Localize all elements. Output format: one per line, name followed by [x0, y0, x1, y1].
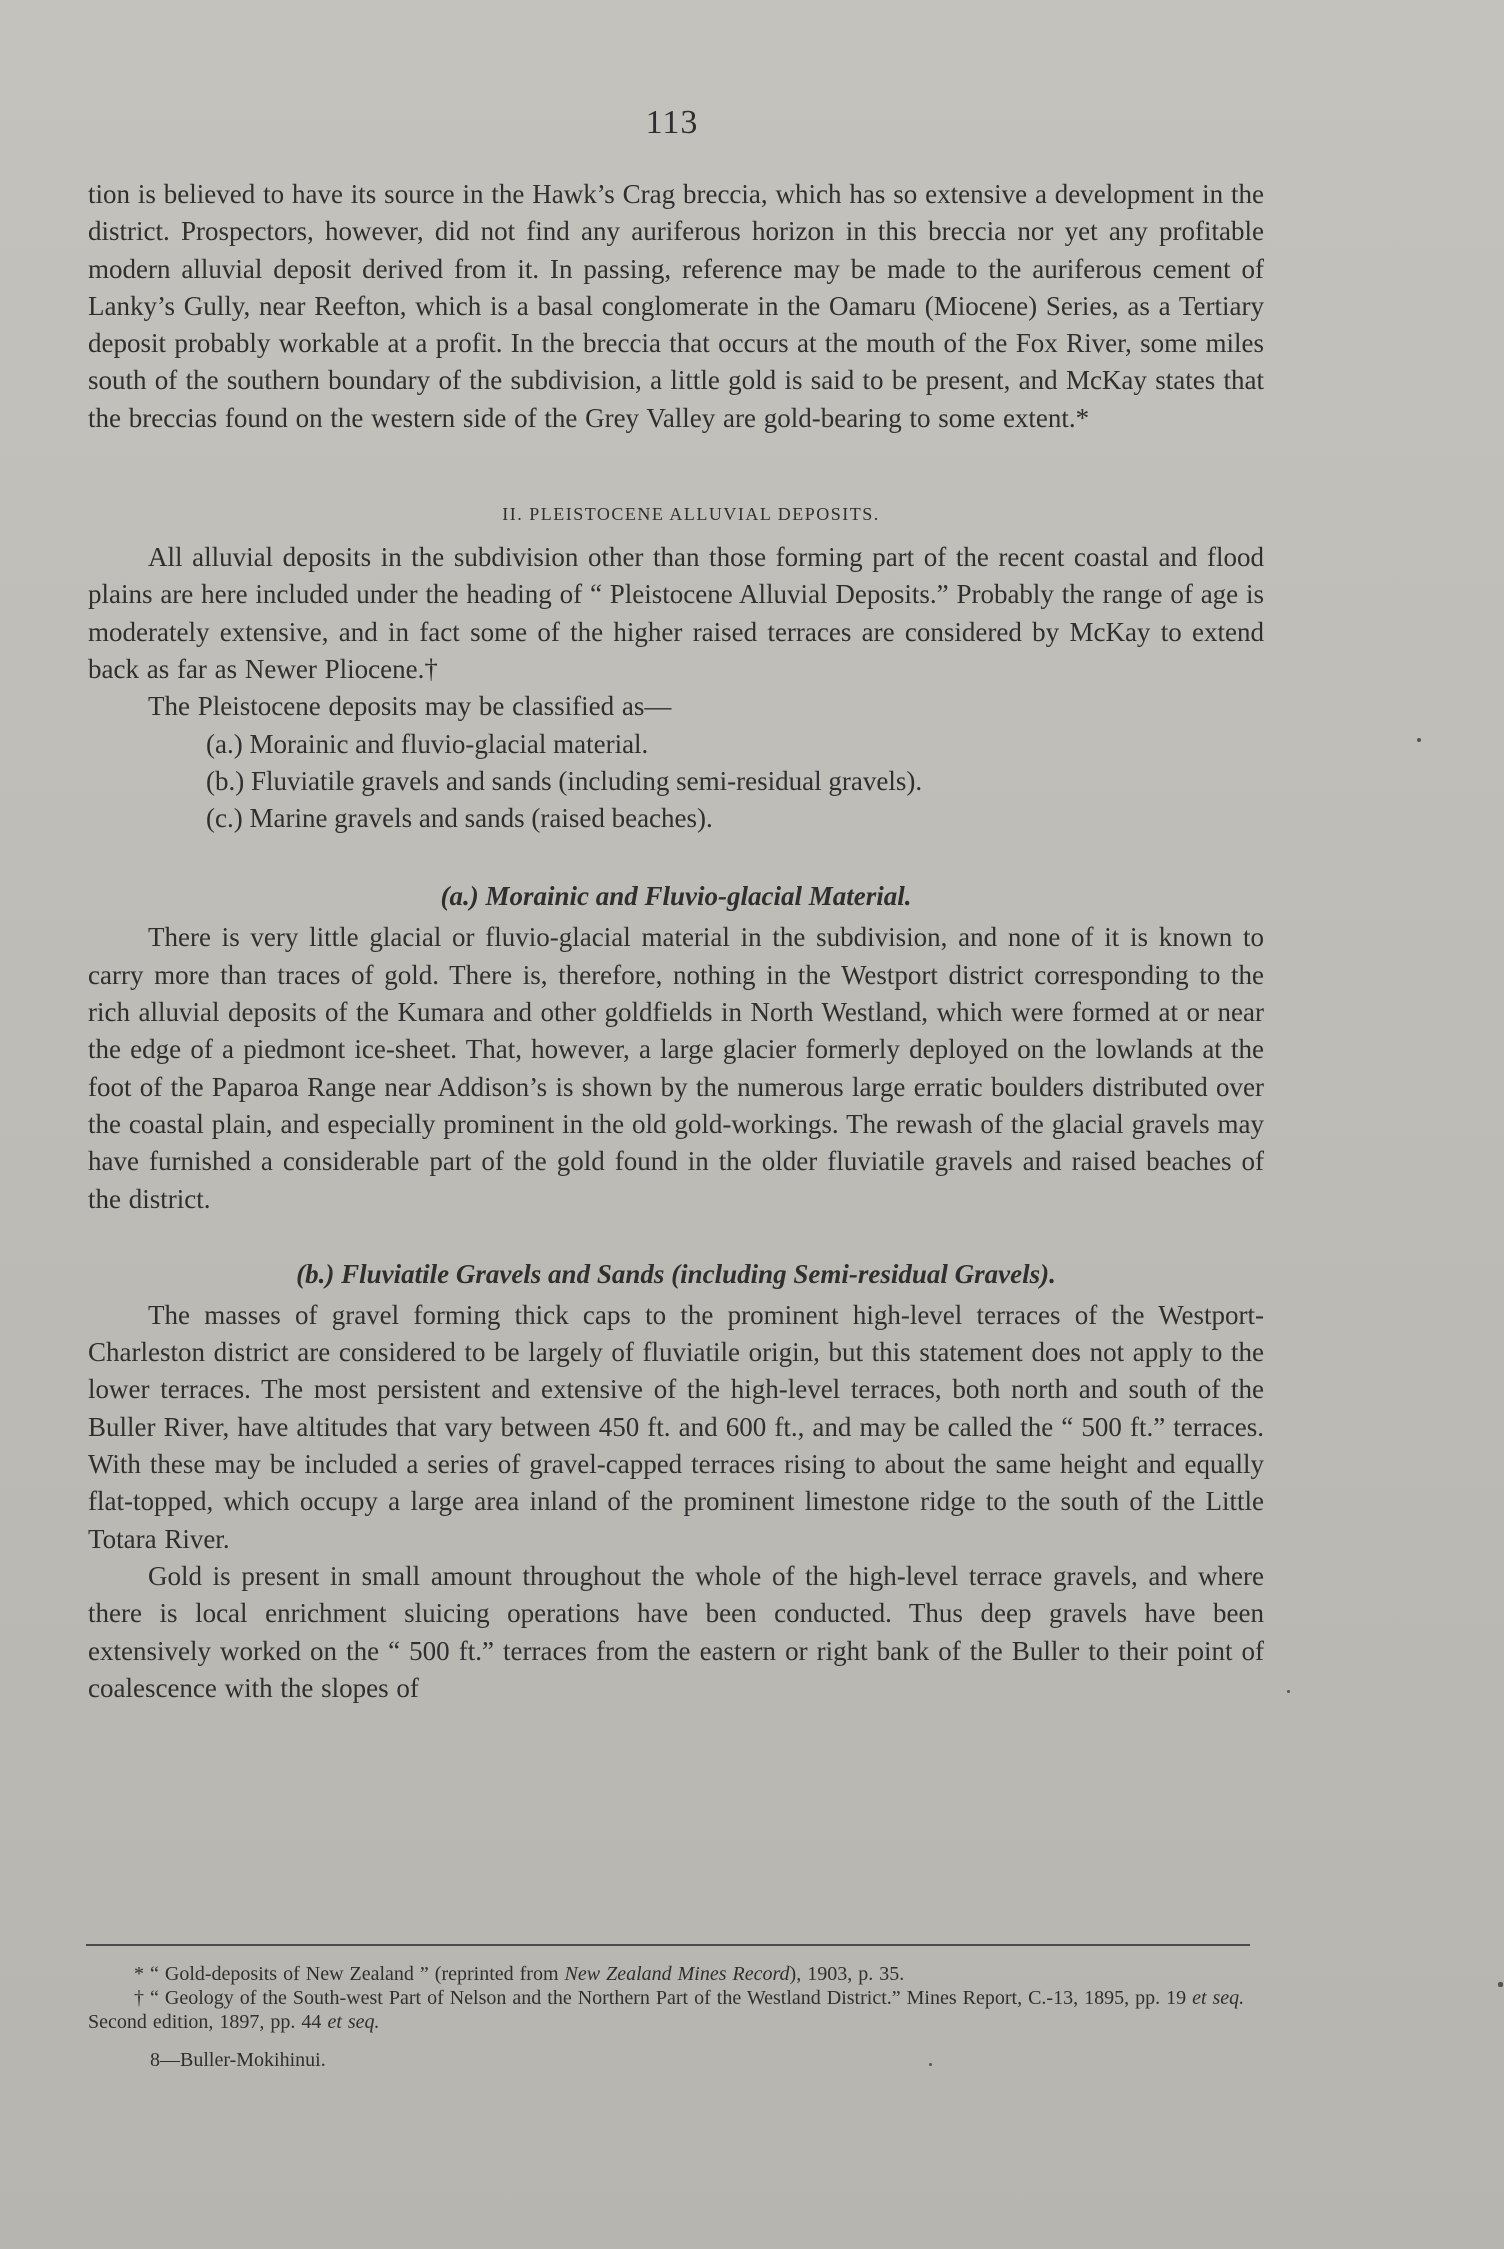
signature-mark: 8—Buller-Mokihinui.: [150, 2049, 326, 2071]
body-text: [88, 176, 1264, 1707]
classification-intro: The Pleistocene deposits may be classified as—: [148, 691, 672, 722]
subsection-a-heading: (a.) Morainic and Fluvio-glacial Material.: [440, 881, 912, 912]
intro-paragraph: tion is believed to have its source in the Hawk’s Crag breccia, which has so extensive a development in the district. Prospectors, however, did not find any auriferous horizon in this breccia nor yet any profitable modern alluvial deposit derived from it. In passing, reference may be made to the auriferous cement of Lanky’s Gully, near Reefton, which is a basal conglomerate in the Oamaru (Miocene) Series, as a Tertiary deposit probably workable at a profit. In the breccia that occurs at the mouth of the Fox River, some miles south of the southern boundary of the subdivision, a little gold is said to be present, and McKay states that the breccias found on the western side of the Grey Valley are gold-bearing to some extent.*: [88, 179, 1264, 433]
subsection-b-paragraph-2: Gold is present in small amount throughout the whole of the high-level terrace gravels, and where there is local enrichment sluicing operations have been conducted. Thus deep gravels have been extensively worked on the “ 500 ft.” terraces from the eastern or right bank of the Buller to their point of coalescence with the slopes of: [88, 1560, 1264, 1703]
subsection-b-paragraph-1: The masses of gravel forming thick caps to the prominent high-level terraces of the Westport-Charleston district are considered to be largely of fluviatile origin, but this statement does not apply to the lower terraces. The most persistent and extensive of the high-level terraces, both north and south of the Buller River, have altitudes that vary between 450 ft. and 600 ft., and may be called the “ 500 ft.” terraces. With these may be included a series of gravel-capped terraces rising to about the same height and equally flat-topped, which occupy a large area inland of the prominent limestone ridge to the south of the Little Totara River.: [88, 1299, 1264, 1554]
footnote-1-text: “ Gold-deposits of New Zealand ” (reprinted from: [150, 1963, 565, 1985]
paper-speck: [929, 2063, 932, 2066]
footnote-2-text: “ Geology of the South-west Part of Nelson and the Northern Part of the Westland District.” Mines Report, C.-13, 1895, pp. 19: [150, 1987, 1193, 2009]
classification-list: [88, 726, 1264, 838]
section-paragraph: All alluvial deposits in the subdivision other than those forming part of the recent coastal and flood plains are here included under the heading of “ Pleistocene Alluvial Deposits.” Probably the range of age is moderately extensive, and in fact some of the higher raised terraces are considered by McKay to extend back as far as Newer Pliocene.†: [88, 542, 1264, 684]
section-heading: II. PLEISTOCENE ALLUVIAL DEPOSITS.: [502, 504, 880, 525]
footnote-2-et-seq-2: et seq.: [327, 2011, 380, 2033]
paper-speck: [1498, 1982, 1503, 1987]
footnote-divider: [86, 1944, 1250, 1946]
classification-item-a: (a.) Morainic and fluvio-glacial material.: [206, 728, 649, 759]
classification-item-b: (b.) Fluviatile gravels and sands (including semi-residual gravels).: [206, 765, 923, 796]
page-number: 113: [645, 104, 699, 141]
footnote-1-publication: New Zealand Mines Record: [564, 1963, 790, 1985]
footnotes: [88, 1962, 1264, 2072]
footnote-1-citation: ), 1903, p. 35.: [789, 1963, 905, 1985]
footnote-2-et-seq-1: et seq.: [1192, 1987, 1245, 2009]
classification-item-c: (c.) Marine gravels and sands (raised beaches).: [206, 803, 713, 834]
footnote-1: [88, 1962, 1264, 1986]
footnote-2-marker: †: [134, 1987, 144, 2009]
paper-speck: [1417, 738, 1421, 742]
subsection-b-heading: (b.) Fluviatile Gravels and Sands (including Semi-residual Gravels).: [296, 1258, 1056, 1289]
footnote-2: [88, 1986, 1264, 2034]
footnote-1-marker: *: [134, 1963, 144, 1985]
paper-speck: [1287, 1690, 1290, 1693]
footnote-2-edition: Second edition, 1897, pp. 44: [88, 2011, 328, 2033]
subsection-a-paragraph: There is very little glacial or fluvio-glacial material in the subdivision, and none of it is known to carry more than traces of gold. There is, therefore, nothing in the Westport district corresponding to the rich alluvial deposits of the Kumara and other goldfields in North Westland, which were formed at or near the edge of a piedmont ice-sheet. That, however, a large glacier formerly deployed on the lowlands at the foot of the Paparoa Range near Addison’s is shown by the numerous large erratic boulders distributed over the coastal plain, and especially prominent in the old gold-workings. The rewash of the glacial gravels may have furnished a considerable part of the gold found in the older fluviatile gravels and raised beaches of the district.: [88, 922, 1264, 1214]
